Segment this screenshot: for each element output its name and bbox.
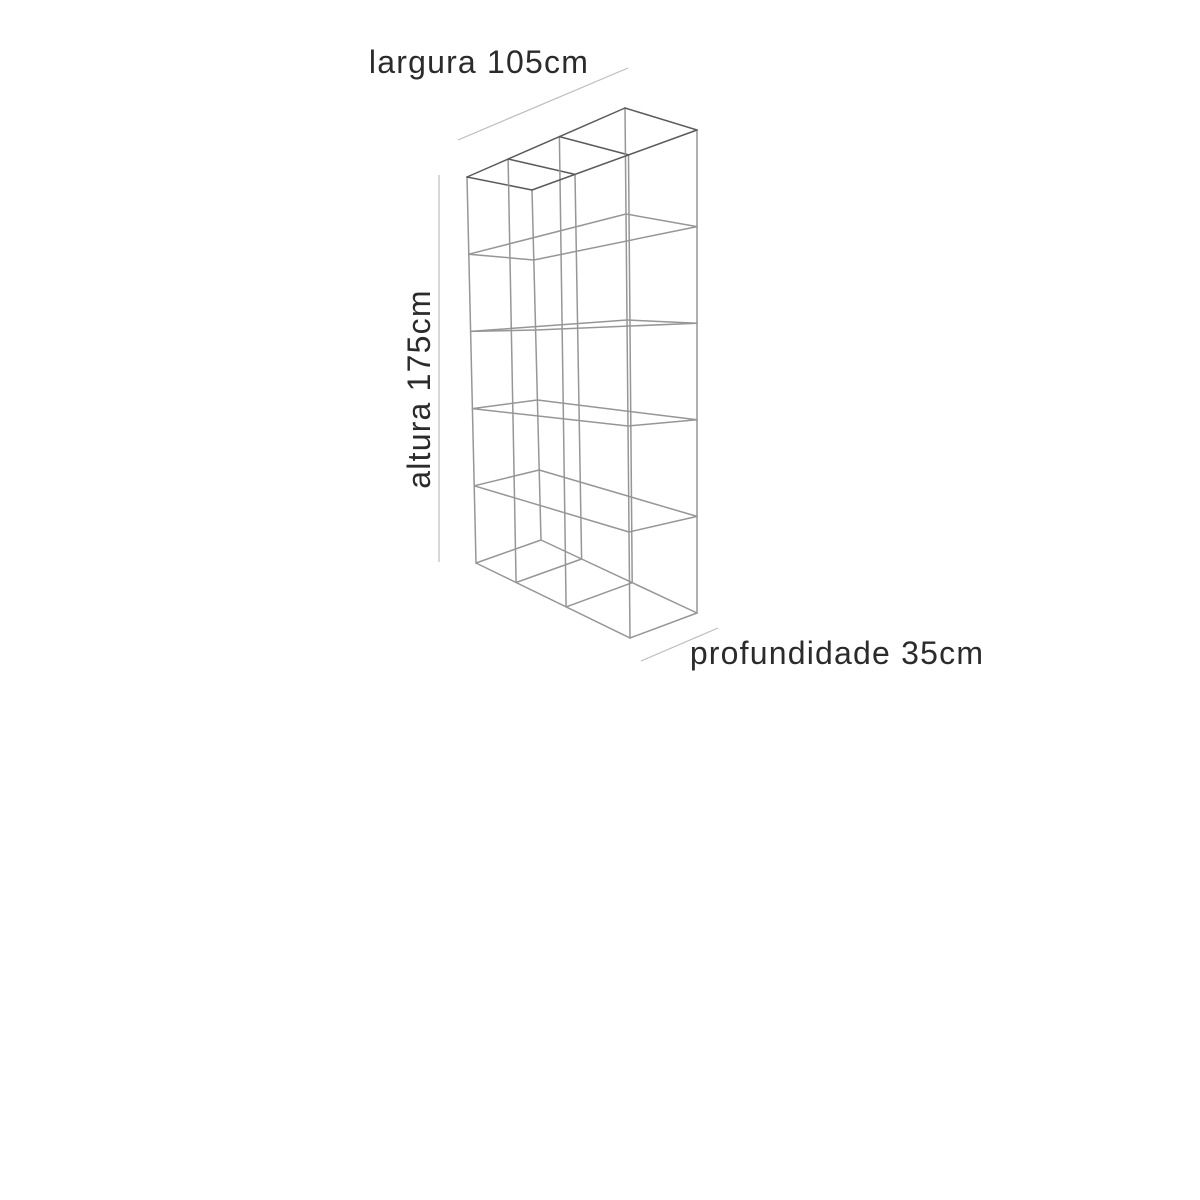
- wireframe-edge: [537, 400, 697, 420]
- wireframe-edge: [467, 108, 625, 177]
- wireframe-edge: [629, 516, 697, 532]
- wireframe-edge: [476, 563, 630, 638]
- wireframe-edge: [516, 559, 582, 583]
- depth-dimension-label: profundidade 35cm: [689, 635, 985, 671]
- wireframe-edge: [532, 190, 541, 540]
- wireframe-edge: [627, 320, 697, 323]
- wireframe-edge: [469, 254, 534, 260]
- wireframe-edge: [508, 159, 516, 583]
- wireframe-edge: [625, 108, 697, 130]
- wireframe-edge: [566, 583, 632, 607]
- wireframe-edge: [575, 174, 582, 559]
- wireframe-edge: [630, 613, 697, 638]
- width-dimension-label: largura 105cm: [368, 44, 590, 80]
- wireframe-edge: [474, 470, 539, 486]
- height-dimension-label: altura 175cm: [401, 289, 437, 489]
- shelf-wireframe: [467, 108, 697, 638]
- wireframe-edge: [559, 137, 566, 607]
- wireframe-edge: [467, 177, 476, 563]
- wireframe-edge: [474, 486, 629, 532]
- wireframe-edge: [541, 540, 697, 613]
- wireframe-edge: [539, 470, 697, 516]
- wireframe-edge: [532, 130, 697, 190]
- wireframe-edge: [469, 214, 626, 254]
- wireframe-edge: [472, 409, 628, 426]
- wireframe-edge: [559, 137, 628, 155]
- wireframe-edge: [467, 177, 532, 190]
- wireframe-edge: [628, 420, 697, 426]
- wireframe-edge: [508, 159, 575, 174]
- wireframe-edge: [626, 214, 697, 227]
- wireframe-edge: [476, 540, 541, 563]
- wireframe-edge: [472, 400, 537, 409]
